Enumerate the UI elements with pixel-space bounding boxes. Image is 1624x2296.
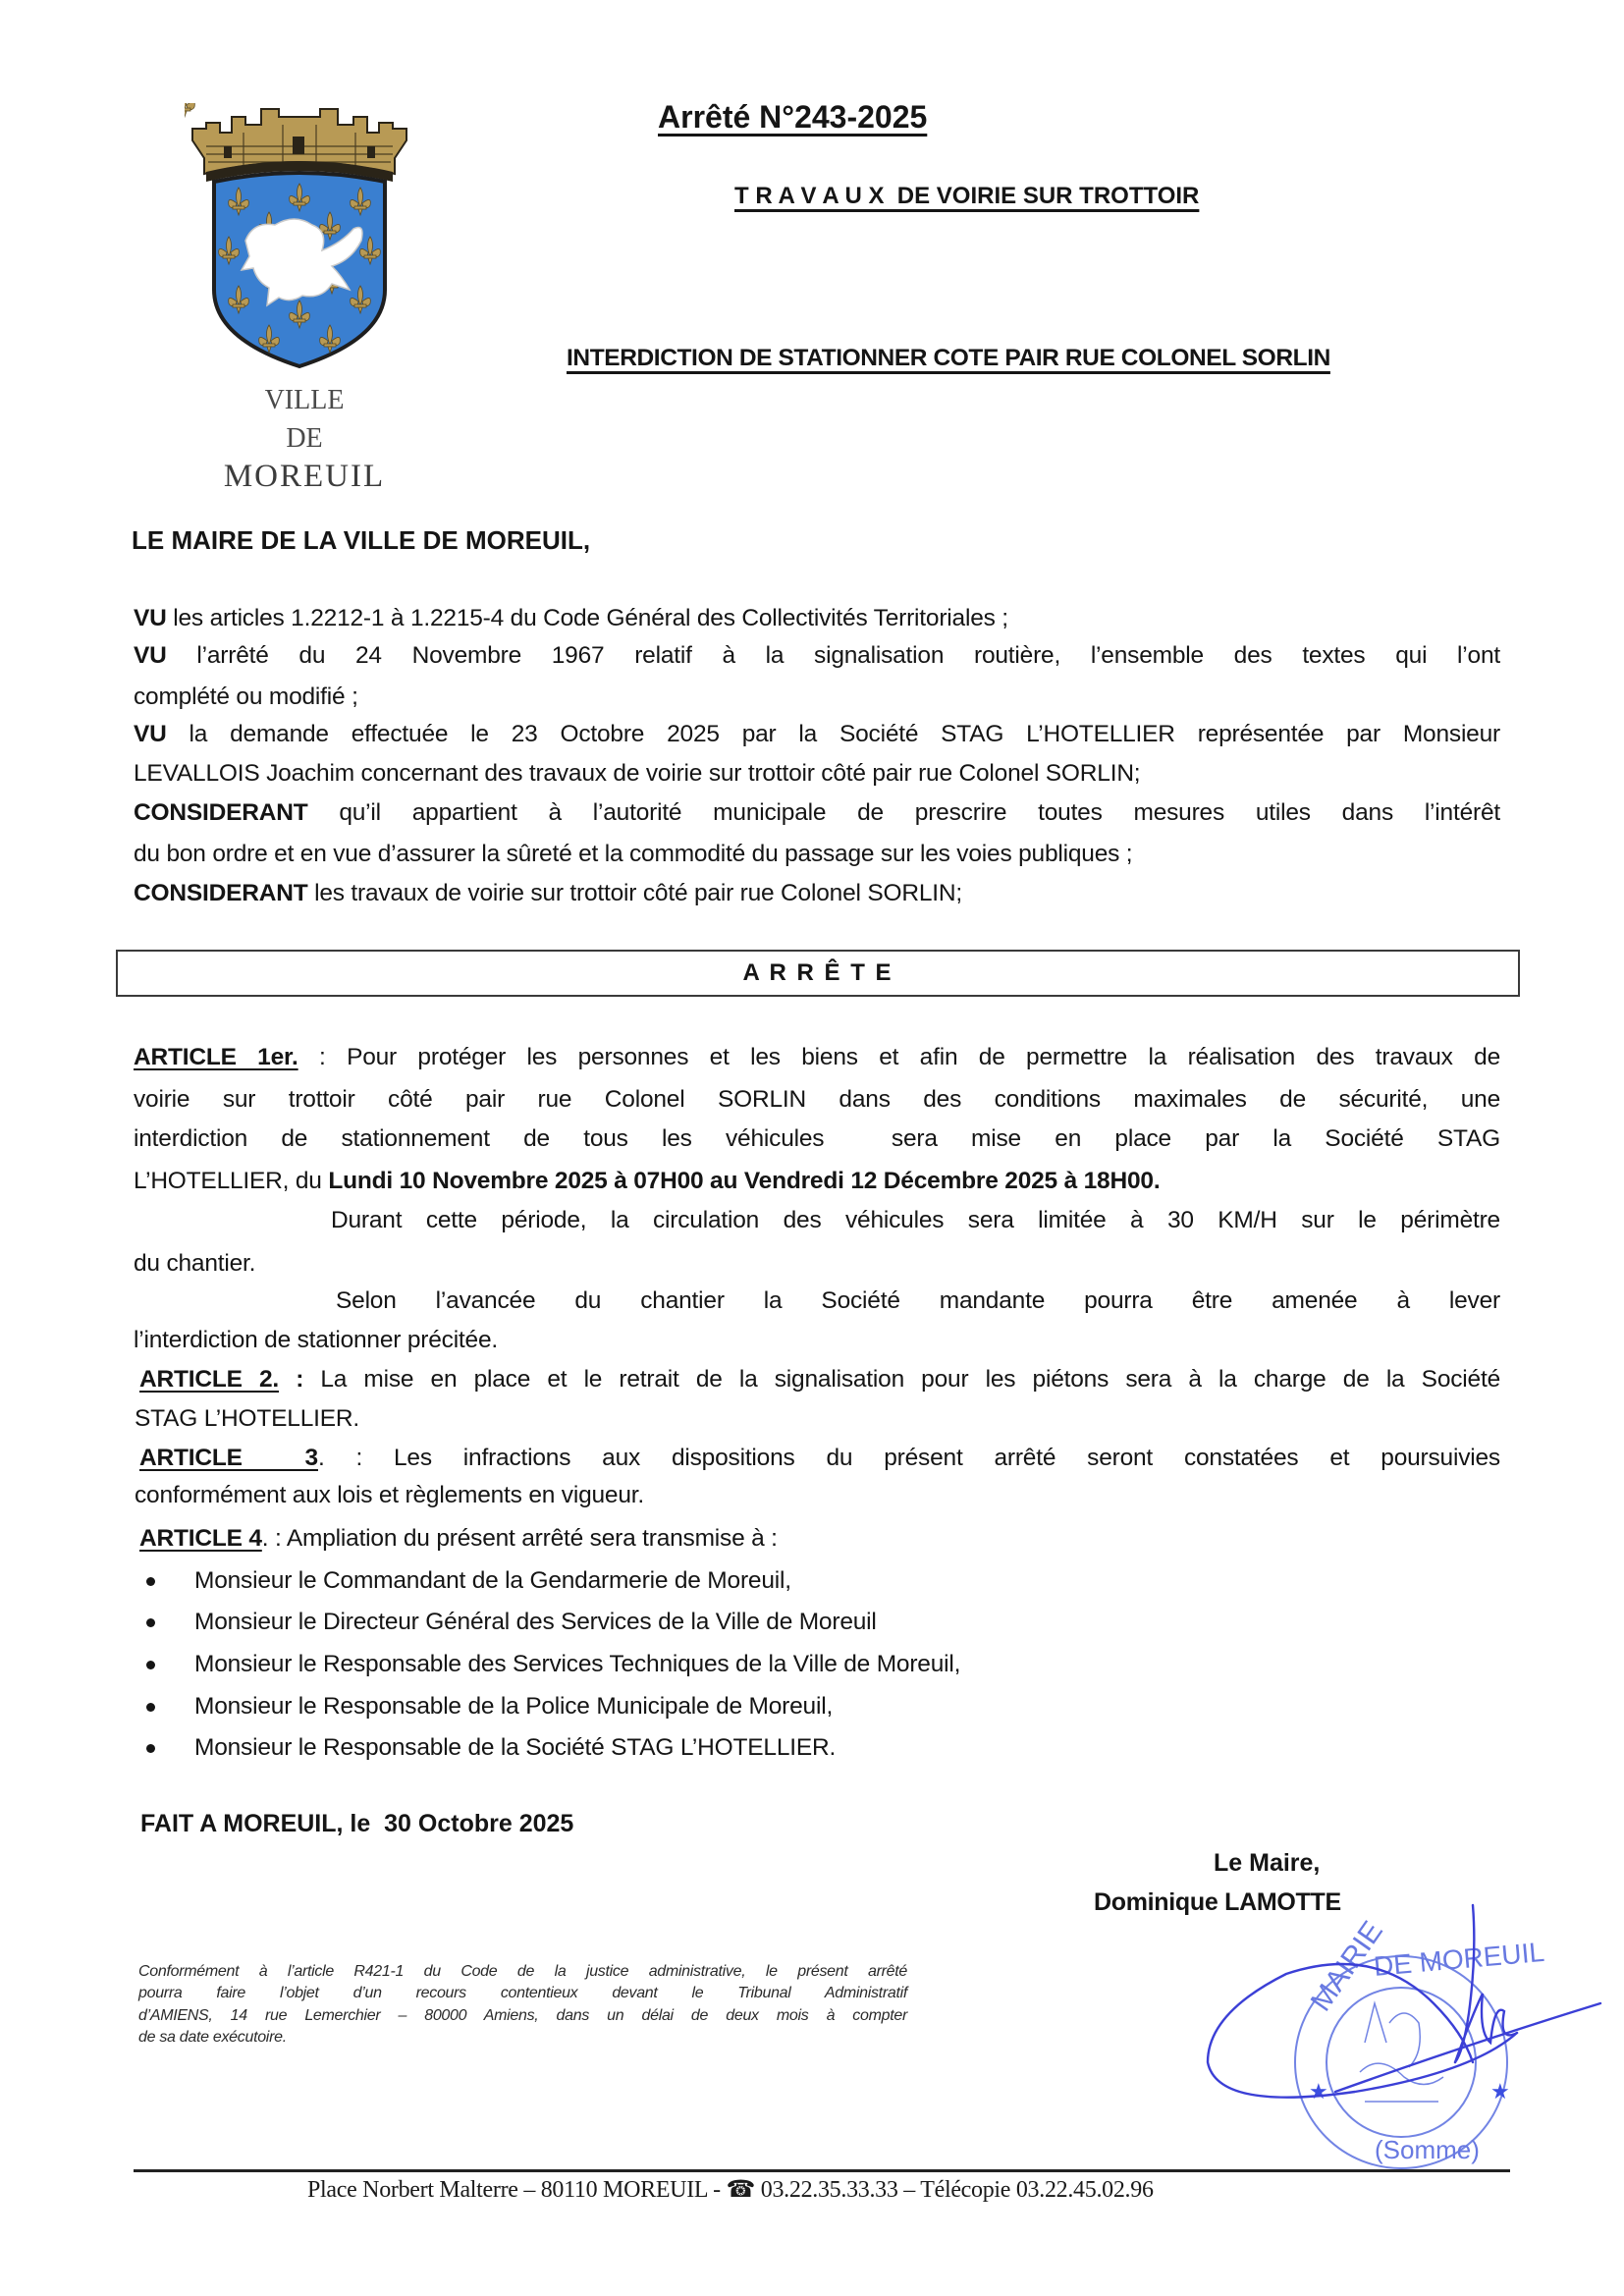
visa-lead: VU: [134, 605, 167, 631]
article-line: du chantier.: [134, 1250, 256, 1277]
recipient-item: Monsieur le Commandant de la Gendarmerie de Moreuil,: [194, 1567, 791, 1594]
visa-text: qu’il appartient à l’autorité municipale de prescrire toutes mesures utiles dans l’intérêt: [339, 799, 1500, 826]
svg-text:★: ★: [1490, 2079, 1510, 2104]
visa-text: les travaux de voirie sur trottoir côté pair rue Colonel SORLIN;: [314, 880, 962, 906]
phone-icon: ☎: [726, 2177, 756, 2203]
bullet-icon: [146, 1661, 155, 1669]
article-line: conformément aux lois et règlements en vigueur.: [135, 1482, 644, 1508]
recipient-item: Monsieur le Responsable de la Société STAG L’HOTELLIER.: [194, 1734, 837, 1761]
visa-line: [134, 604, 1500, 633]
town-name-ville: VILLE: [264, 385, 345, 415]
bullet-icon: [146, 1703, 155, 1712]
bullet-icon: [146, 1577, 155, 1586]
article-line: Selon l’avancée du chantier la Société mandante pourra être amenée à lever: [336, 1287, 1500, 1314]
coat-of-arms-icon: [185, 103, 415, 370]
svg-text:DE MOREUIL: DE MOREUIL: [1372, 1936, 1546, 1982]
visa-text: du bon ordre et en vue d’assurer la sûreté et la commodité du passage sur les voies publiques ;: [134, 841, 1133, 867]
visa-text: l’arrêté du 24 Novembre 1967 relatif à la signalisation routière, l’ensemble des textes qui l’ont: [196, 642, 1500, 669]
footer-phone-fax: 03.22.35.33.33 – Télécopie 03.22.45.02.96: [755, 2177, 1154, 2203]
decision-heading: A R R Ê T E: [742, 959, 893, 986]
legal-notice-line: Conformément à l’article R421-1 du Code de la justice administrative, le présent arrêté: [138, 1963, 907, 1980]
visa-lead: CONSIDERANT: [134, 799, 308, 826]
town-name-de: DE: [286, 423, 323, 454]
mairie-stamp-icon: [1178, 1895, 1610, 2180]
bullet-icon: [146, 1744, 155, 1753]
article-line: ARTICLE 3. : Les infractions aux dispositions du présent arrêté seront constatées et poursuivies: [139, 1445, 1500, 1471]
article-1-label: ARTICLE 1er.: [134, 1044, 298, 1070]
visa-text: LEVALLOIS Joachim concernant des travaux de voirie sur trottoir côté pair rue Colonel SORLIN;: [134, 760, 1141, 787]
visa-line: [134, 720, 1500, 749]
visa-lead: VU: [134, 642, 167, 669]
article-line: STAG L’HOTELLIER.: [135, 1405, 359, 1432]
article-text: Ampliation du présent arrêté sera transmise à :: [286, 1525, 778, 1552]
visa-text: la demande effectuée le 23 Octobre 2025 par la Société STAG L’HOTELLIER représentée par Monsieur: [189, 721, 1500, 747]
recipient-item: Monsieur le Responsable de la Police Municipale de Moreuil,: [194, 1693, 834, 1720]
visa-line: [134, 879, 1500, 908]
recipient-item: Monsieur le Responsable des Services Techniques de la Ville de Moreuil,: [194, 1651, 961, 1677]
article-line: ARTICLE 2. : La mise en place et le retrait de la signalisation pour les piétons sera à la charge de la Société: [139, 1366, 1500, 1393]
decree-subtitle: T R A V A U X DE VOIRIE SUR TROTTOIR: [734, 183, 1200, 209]
footer-address: Place Norbert Malterre – 80110 MOREUIL -: [307, 2177, 727, 2203]
decree-subject: INTERDICTION DE STATIONNER COTE PAIR RUE COLONEL SORLIN: [567, 345, 1330, 371]
visa-text: les articles 1.2212-1 à 1.2215-4 du Code Général des Collectivités Territoriales ;: [173, 605, 1008, 631]
visa-line: [134, 641, 1500, 671]
article-line: voirie sur trottoir côté pair rue Colonel SORLIN dans des conditions maximales de sécurité, une: [134, 1086, 1500, 1113]
visa-lead: VU: [134, 721, 167, 747]
legal-notice-line: d’AMIENS, 14 rue Lemerchier – 80000 Amiens, dans un délai de deux mois à compter: [138, 2007, 907, 2024]
visa-line: [134, 683, 1500, 712]
article-text: Pour protéger les personnes et les biens et afin de permettre la réalisation des travaux de: [347, 1044, 1500, 1070]
visa-line: [134, 759, 1500, 789]
signatory-name: Dominique LAMOTTE: [1094, 1888, 1341, 1916]
place-and-date: FAIT A MOREUIL, le 30 Octobre 2025: [140, 1810, 574, 1837]
town-name-moreuil: MOREUIL: [223, 459, 386, 494]
svg-text:★: ★: [1309, 2079, 1328, 2104]
footer-contact: [307, 2175, 1154, 2205]
article-text: Les infractions aux dispositions du présent arrêté seront constatées et poursuivies: [394, 1445, 1500, 1471]
article-line: ARTICLE 1er. : Pour protéger les personnes et les biens et afin de permettre la réalisation des travaux de: [134, 1044, 1500, 1070]
visa-line: [134, 840, 1500, 869]
article-line: l’interdiction de stationner précitée.: [134, 1327, 499, 1353]
signatory-role: Le Maire,: [1214, 1849, 1321, 1877]
svg-text:MAIRIE: MAIRIE: [1304, 1915, 1390, 2018]
legal-notice-line: de sa date exécutoire.: [138, 2029, 287, 2046]
article-text: L’HOTELLIER, du: [134, 1168, 329, 1194]
article-4-label: ARTICLE 4: [139, 1525, 262, 1552]
visa-line: [134, 798, 1500, 828]
footer-rule: [134, 2169, 1510, 2172]
official-stamp: [1178, 1895, 1610, 2180]
authority-line: LE MAIRE DE LA VILLE DE MOREUIL,: [132, 525, 591, 555]
article-2-label: ARTICLE 2.: [139, 1366, 279, 1393]
article-line: Durant cette période, la circulation des véhicules sera limitée à 30 KM/H sur le périmètre: [331, 1207, 1500, 1233]
decree-title: Arrêté N°243-2025: [658, 99, 928, 135]
article-line: interdiction de stationnement de tous les véhicules sera mise en place par la Société STAG: [134, 1125, 1500, 1152]
town-crest: [185, 103, 415, 370]
works-period: Lundi 10 Novembre 2025 à 07H00 au Vendredi 12 Décembre 2025 à 18H00.: [328, 1168, 1161, 1194]
article-line: ARTICLE 4. : Ampliation du présent arrêté sera transmise à :: [139, 1525, 778, 1552]
visa-lead: CONSIDERANT: [134, 880, 308, 906]
article-3-label: ARTICLE 3: [139, 1445, 318, 1471]
article-line: [134, 1167, 1500, 1196]
recipient-item: Monsieur le Directeur Général des Services de la Ville de Moreuil: [194, 1609, 877, 1635]
legal-notice-line: pourra faire l’objet d’un recours contentieux devant le Tribunal Administratif: [138, 1985, 907, 2001]
visa-text: complété ou modifié ;: [134, 683, 358, 710]
article-text: La mise en place et le retrait de la signalisation pour les piétons sera à la charge de la Société: [320, 1366, 1500, 1393]
bullet-icon: [146, 1618, 155, 1627]
decision-heading-box: [116, 950, 1520, 997]
svg-text:(Somme): (Somme): [1375, 2135, 1480, 2164]
